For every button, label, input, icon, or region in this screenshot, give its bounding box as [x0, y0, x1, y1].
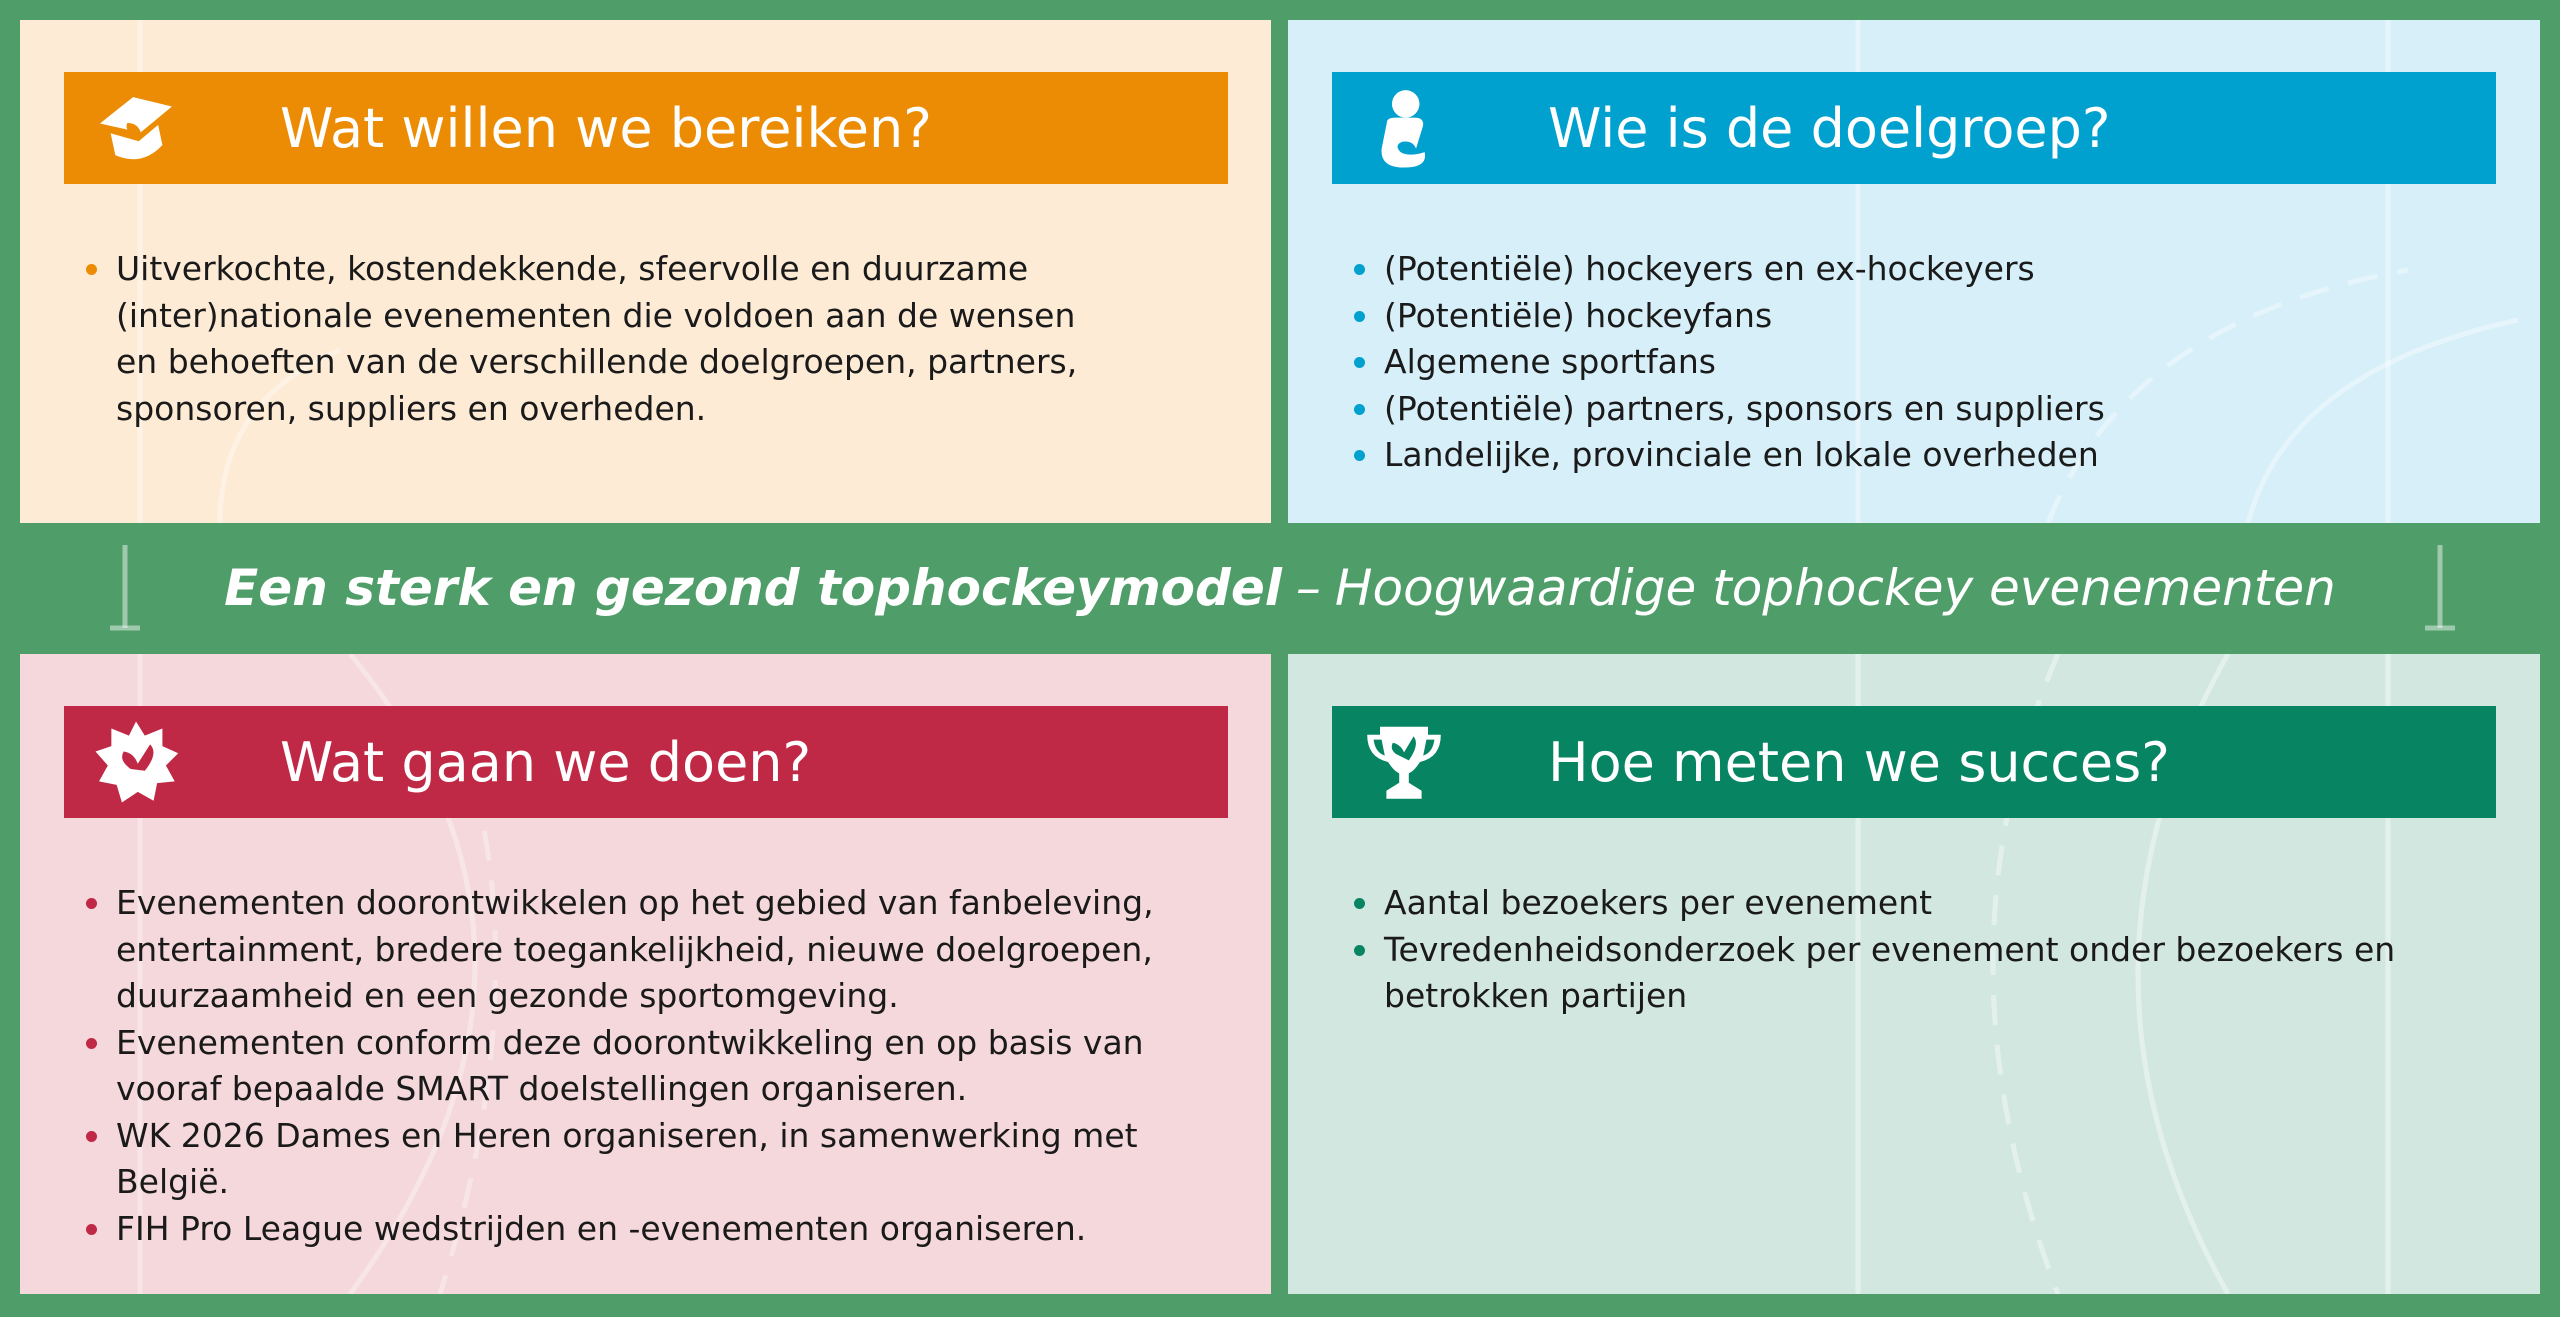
actions-header [64, 706, 1228, 818]
list-item: Aantal bezoekers per evenement [1364, 880, 2494, 927]
actions-title: Wat gaan we doen? [280, 730, 812, 794]
goals-header [64, 72, 1228, 184]
actions-list [96, 880, 1226, 1252]
tagline-separator: – [1295, 559, 1321, 617]
success-header [1332, 706, 2496, 818]
list-item: Evenementen conform deze doorontwikkeling en op basis van vooraf bepaalde SMART doelstellingen organiseren. [96, 1020, 1226, 1113]
panel-goals [20, 20, 1271, 523]
list-item: Uitverkochte, kostendekkende, sfeervolle en duurzame (inter)nationale evenementen die voldoen aan de wensen en behoeften van de verschillende doelgroepen, partners, sponsoren, suppliers en overheden. [96, 246, 1226, 432]
list-item: Evenementen doorontwikkelen op het gebied van fanbeleving, entertainment, bredere toegankelijkheid, nieuwe doelgroepen, duurzaamheid en een gezonde sportomgeving. [96, 880, 1226, 1020]
list-item: FIH Pro League wedstrijden en -evenementen organiseren. [96, 1206, 1226, 1253]
panel-actions [20, 654, 1271, 1294]
tagline-regular: Hoogwaardige tophockey evenementen [1334, 559, 2336, 617]
list-item: Tevredenheidsonderzoek per evenement onder bezoekers en betrokken partijen [1364, 927, 2494, 1020]
list-item: WK 2026 Dames en Heren organiseren, in samenwerking met België. [96, 1113, 1226, 1206]
trophy-icon [1358, 716, 1450, 808]
goals-title: Wat willen we bereiken? [280, 96, 932, 160]
list-item: Landelijke, provinciale en lokale overheden [1364, 432, 2494, 479]
person-icon [1358, 82, 1450, 174]
panel-audience [1288, 20, 2540, 523]
list-item: Algemene sportfans [1364, 339, 2494, 386]
audience-list [1364, 246, 2494, 479]
success-title: Hoe meten we succes? [1548, 730, 2170, 794]
success-list [1364, 880, 2494, 1020]
list-item: (Potentiële) hockeyfans [1364, 293, 2494, 340]
star-badge-icon [90, 716, 182, 808]
list-item: (Potentiële) partners, sponsors en suppliers [1364, 386, 2494, 433]
audience-title: Wie is de doelgroep? [1548, 96, 2111, 160]
audience-header [1332, 72, 2496, 184]
tagline [0, 548, 2560, 628]
list-item: (Potentiële) hockeyers en ex-hockeyers [1364, 246, 2494, 293]
panel-success [1288, 654, 2540, 1294]
goals-list [96, 246, 1226, 432]
graduation-cap-icon [90, 82, 182, 174]
tagline-bold: Een sterk en gezond tophockeymodel [224, 559, 1282, 617]
